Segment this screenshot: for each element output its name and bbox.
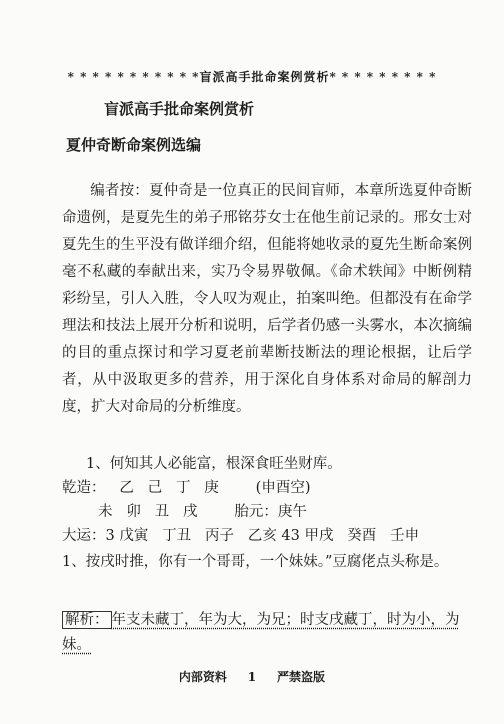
header-banner: * * * * * * * * * * *盲派高手批命案例赏析* * * * * * * * * bbox=[67, 70, 437, 84]
bazi-row-1: 乾造： 乙 己 丁 庚 (申酉空) bbox=[62, 480, 311, 496]
case-text: 1、按戌时推，你有一个哥哥，一个妹妹。”豆腐佬点头称是。 bbox=[62, 554, 449, 570]
section-subtitle: 夏仲奇断命案例选编 bbox=[66, 136, 202, 154]
footer: 内部资料 1 严禁盗版 bbox=[178, 670, 326, 684]
analysis-text: 年支未藏丁，年为大，为兄；时支戌藏丁，时为小，为妹。 bbox=[62, 612, 460, 653]
bazi-row-2: 未 卯 丑 戌 胎元：庚午 bbox=[98, 504, 307, 520]
analysis bbox=[62, 608, 472, 658]
editor-note bbox=[62, 178, 472, 421]
dayun-row: 大运：3 戊寅 丁丑 丙子 乙亥 43 甲戌 癸酉 壬申 bbox=[62, 528, 420, 544]
page-title: 盲派高手批命案例赏析 bbox=[104, 100, 255, 118]
editor-note-text: 编者按：夏仲奇是一位真正的民间盲师，本章所选夏仲奇断命遗例，是夏先生的弟子邢铭芬女士在他生前记录的。邢女士对夏先生的生平没有做详细介绍，但能将她收录的夏先生断命案例毫不私藏的奉献出来，实乃令易界敬佩。《命术轶闻》中断例精彩纷呈，引人入胜，令人叹为观止，拍案叫绝。但都没有在命学理法和技法上展开分析和说明，后学者仍感一头雾水，本次摘编的目的重点探讨和学习夏老前辈断技断法的理论根据，让后学者，从中汲取更多的营养，用于深化自身体系对命局的解剖力度，扩大对命局的分析维度。 bbox=[62, 183, 472, 415]
analysis-label: 解析： bbox=[62, 611, 112, 629]
case-title: 1、何知其人必能富，根深食旺坐财库。 bbox=[86, 456, 342, 472]
